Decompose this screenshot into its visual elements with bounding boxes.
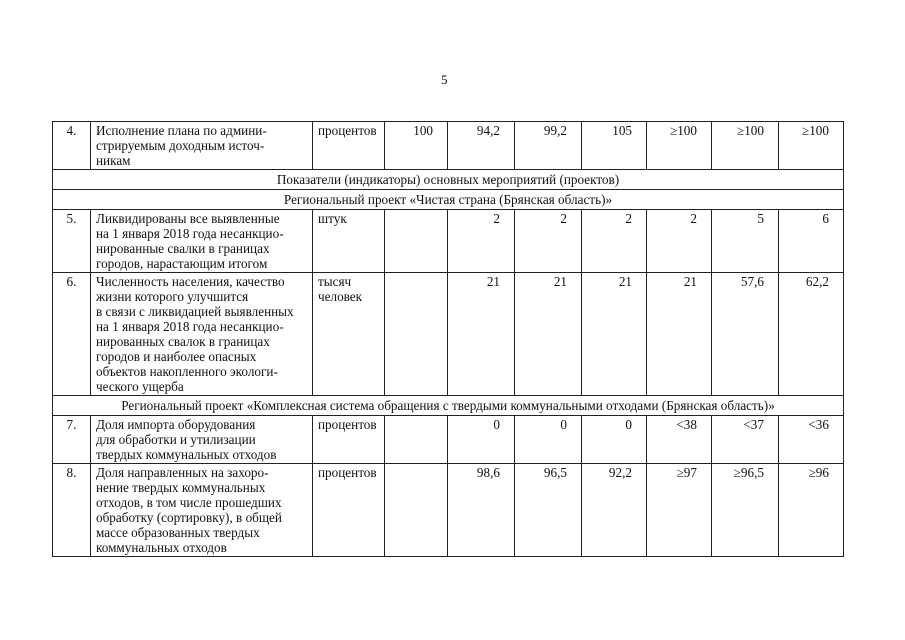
value-cell: ≥96,5 [712, 464, 779, 557]
section-row [53, 396, 844, 416]
value-cell: 21 [647, 273, 712, 396]
value-cell [385, 464, 448, 557]
indicator-name-line: объектов накопленного экологи- [96, 364, 278, 379]
value-cell: 21 [582, 273, 647, 396]
indicator-name-line: нированных свалок в границах [96, 334, 270, 349]
indicator-name-line: на 1 января 2018 года несанкцио- [96, 319, 284, 334]
indicator-name-line: для обработки и утилизации [96, 432, 256, 447]
table-row [53, 273, 844, 396]
row-number: 4. [53, 122, 91, 170]
value-cell [385, 273, 448, 396]
unit-line: процентов [318, 417, 377, 432]
row-number: 5. [53, 210, 91, 273]
unit-line: процентов [318, 465, 377, 480]
row-number: 8. [53, 464, 91, 557]
unit-of-measure [313, 210, 385, 273]
table-row [53, 210, 844, 273]
value-cell: 2 [582, 210, 647, 273]
value-cell: 21 [448, 273, 515, 396]
value-cell: 105 [582, 122, 647, 170]
indicator-name-line: нение твердых коммунальных [96, 480, 266, 495]
indicator-name-line: жизни которого улучшится [96, 289, 249, 304]
value-cell: ≥96 [779, 464, 844, 557]
unit-of-measure [313, 273, 385, 396]
indicator-name [91, 464, 313, 557]
unit-line: человек [318, 289, 363, 304]
value-cell: 2 [647, 210, 712, 273]
indicator-name-line: Ликвидированы все выявленные [96, 211, 280, 226]
section-heading: Региональный проект «Чистая страна (Брянская область)» [53, 190, 844, 210]
unit-line: штук [318, 211, 347, 226]
value-cell: 0 [448, 416, 515, 464]
table-body [53, 122, 844, 557]
value-cell: ≥100 [647, 122, 712, 170]
table-row [53, 464, 844, 557]
value-cell: 0 [515, 416, 582, 464]
indicator-name-line: никам [96, 153, 131, 168]
value-cell: 96,5 [515, 464, 582, 557]
value-cell: 98,6 [448, 464, 515, 557]
value-cell: 5 [712, 210, 779, 273]
value-cell: ≥100 [779, 122, 844, 170]
value-cell: 6 [779, 210, 844, 273]
table-row [53, 122, 844, 170]
indicator-name-line: отходов, в том числе прошедших [96, 495, 282, 510]
table-row [53, 416, 844, 464]
section-row [53, 190, 844, 210]
indicator-name-line: стрируемым доходным источ- [96, 138, 265, 153]
value-cell: 62,2 [779, 273, 844, 396]
value-cell: ≥100 [712, 122, 779, 170]
indicator-name-line: коммунальных отходов [96, 540, 227, 555]
row-number: 7. [53, 416, 91, 464]
value-cell: 0 [582, 416, 647, 464]
indicator-name-line: в связи с ликвидацией выявленных [96, 304, 294, 319]
section-heading: Региональный проект «Комплексная система обращения с твердыми коммунальными отходами (Брянская область)» [53, 396, 844, 416]
value-cell: 57,6 [712, 273, 779, 396]
indicator-name-line: Исполнение плана по админи- [96, 123, 267, 138]
unit-line: тысяч [318, 274, 352, 289]
page-number: 5 [441, 72, 448, 87]
indicator-name-line: нированные свалки в границах [96, 241, 270, 256]
unit-of-measure [313, 122, 385, 170]
indicator-name-line: Численность населения, качество [96, 274, 285, 289]
value-cell: 92,2 [582, 464, 647, 557]
indicator-name [91, 273, 313, 396]
row-number: 6. [53, 273, 91, 396]
value-cell: <36 [779, 416, 844, 464]
value-cell: 2 [448, 210, 515, 273]
indicator-table [52, 121, 844, 557]
indicator-name [91, 416, 313, 464]
value-cell: ≥97 [647, 464, 712, 557]
value-cell: 94,2 [448, 122, 515, 170]
value-cell: <38 [647, 416, 712, 464]
indicator-name-line: обработку (сортировку), в общей [96, 510, 282, 525]
value-cell: <37 [712, 416, 779, 464]
indicator-name-line: на 1 января 2018 года несанкцио- [96, 226, 284, 241]
indicator-name [91, 210, 313, 273]
value-cell: 21 [515, 273, 582, 396]
indicator-name-line: массе образованных твердых [96, 525, 260, 540]
value-cell: 100 [385, 122, 448, 170]
value-cell: 2 [515, 210, 582, 273]
indicator-name-line: ческого ущерба [96, 379, 184, 394]
unit-of-measure [313, 416, 385, 464]
value-cell [385, 416, 448, 464]
indicator-name [91, 122, 313, 170]
value-cell: 99,2 [515, 122, 582, 170]
indicator-name-line: твердых коммунальных отходов [96, 447, 277, 462]
unit-line: процентов [318, 123, 377, 138]
indicator-name-line: Доля направленных на захоро- [96, 465, 269, 480]
section-heading: Показатели (индикаторы) основных мероприятий (проектов) [53, 170, 844, 190]
indicator-name-line: городов, нарастающим итогом [96, 256, 268, 271]
unit-of-measure [313, 464, 385, 557]
value-cell [385, 210, 448, 273]
indicator-name-line: городов и наиболее опасных [96, 349, 257, 364]
indicator-name-line: Доля импорта оборудования [96, 417, 256, 432]
section-row [53, 170, 844, 190]
